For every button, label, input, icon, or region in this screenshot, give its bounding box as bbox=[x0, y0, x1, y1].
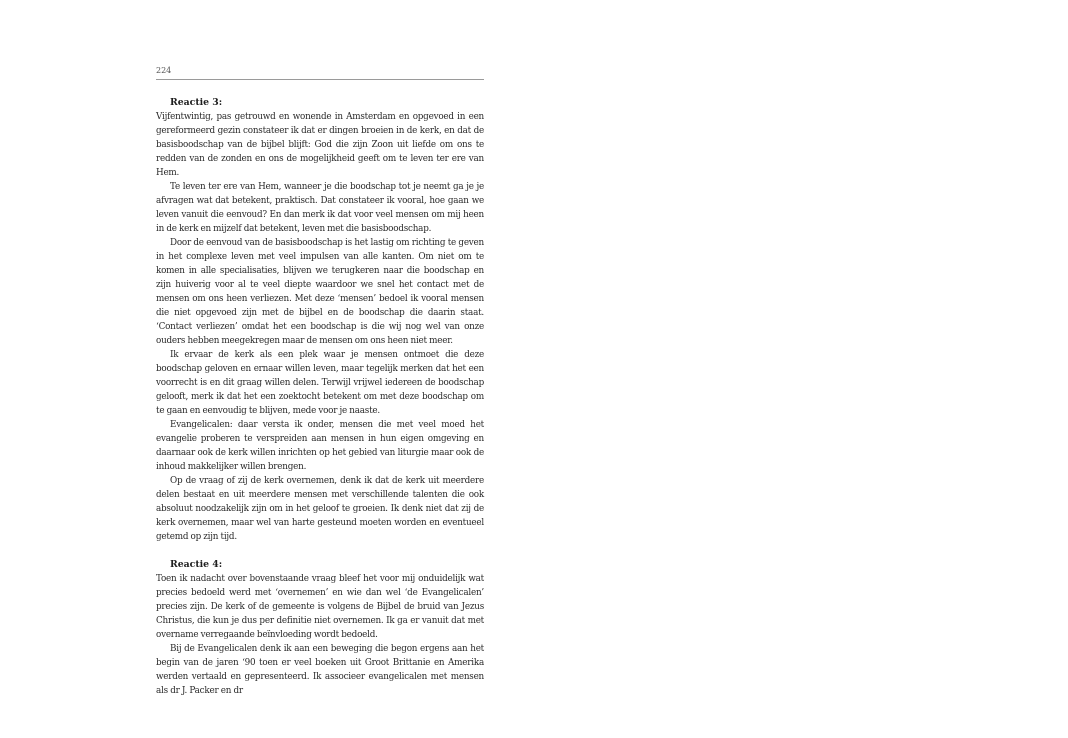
section-reactie-4 bbox=[156, 558, 484, 698]
paragraph: Te leven ter ere van Hem, wanneer je die boodschap tot je neemt ga je je afvragen wat dat betekent, praktisch. Dat constateer ik vooral, hoe gaan we leven vanuit die eenvoud? En dan merk ik dat voor veel mensen om mij heen in de kerk en mijzelf dat betekent, leven met die basisboodschap. bbox=[156, 182, 484, 234]
paragraph: Evangelicalen: daar versta ik onder, mensen die met veel moed het evangelie proberen te verspreiden aan mensen in hun eigen omgeving en daarnaar ook de kerk willen inrichten op het gebied van liturgie maar ook de inhoud makkelijker willen brengen. bbox=[156, 420, 484, 472]
book-page bbox=[156, 66, 484, 698]
paragraph: Toen ik nadacht over bovenstaande vraag bleef het voor mij onduidelijk wat precies bedoeld werd met ‘overnemen’ en wie dan wel ‘de Evangelicalen’ precies zijn. De kerk of de gemeente is volgens de Bijbel de bruid van Jezus Christus, die kun je dus per definitie niet overnemen. Ik ga er vanuit dat met overname verregaande beïnvloeding wordt bedoeld. bbox=[156, 574, 484, 640]
section-gap bbox=[156, 544, 484, 558]
paragraph: Door de eenvoud van de basisboodschap is het lastig om richting te geven in het complexe leven met veel impulsen van alle kanten. Om niet om te komen in alle specialisaties, blijven we terugkeren naar die boodschap en zijn huiverig voor al te veel diepte waardoor we snel het contact met de mensen om ons heen verliezen. Met deze ‘mensen’ bedoel ik vooral mensen die niet opgevoed zijn met de bijbel en de boodschap die daarin staat. ‘Contact verliezen’ omdat het een boodschap is die wij nog wel van onze ouders hebben meegekregen maar de mensen om ons heen niet meer. bbox=[156, 238, 484, 346]
paragraph: Vijfentwintig, pas getrouwd en wonende in Amsterdam en opgevoed in een gereformeerd gezin constateer ik dat er dingen broeien in de kerk, en dat de basisboodschap van de bijbel blijft: God die zijn Zoon uit liefde om ons te redden van de zonden en ons de mogelijkheid geeft om te leven ter ere van Hem. bbox=[156, 112, 484, 178]
paragraph: Bij de Evangelicalen denk ik aan een beweging die begon ergens aan het begin van de jaren ‘90 toen er veel boeken uit Groot Brittanie en Amerika werden vertaald en gepresenteerd. Ik associeer evangelicalen met mensen als dr J. Packer en dr bbox=[156, 644, 484, 696]
header-rule bbox=[156, 79, 484, 80]
section-heading: Reactie 3: bbox=[170, 97, 223, 108]
section-reactie-3 bbox=[156, 96, 484, 544]
page-number: 224 bbox=[156, 66, 172, 75]
paragraph: Op de vraag of zij de kerk overnemen, denk ik dat de kerk uit meerdere delen bestaat en uit meerdere mensen met verschillende talenten die ook absoluut noodzakelijk zijn om in het geloof te groeien. Ik denk niet dat zij de kerk overnemen, maar wel van harte gesteund moeten worden en eventueel getemd op zijn tijd. bbox=[156, 476, 484, 542]
paragraph: Ik ervaar de kerk als een plek waar je mensen ontmoet die deze boodschap geloven en ernaar willen leven, maar tegelijk merken dat het een voorrecht is en dit graag willen delen. Terwijl vrijwel iedereen de boodschap gelooft, merk ik dat het een zoektocht betekent om met deze boodschap om te gaan en eenvoudig te blijven, mede voor je naaste. bbox=[156, 350, 484, 416]
section-heading: Reactie 4: bbox=[170, 559, 223, 570]
